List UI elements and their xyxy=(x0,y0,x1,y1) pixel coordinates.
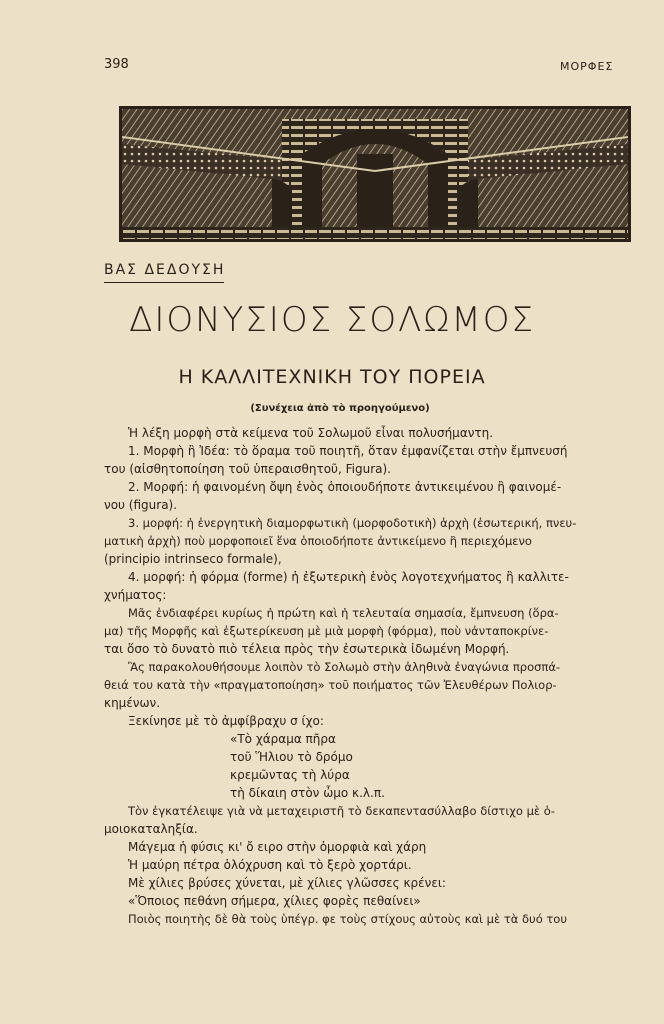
body-line: θειά του κατὰ τὴν «πραγματοποίηση» τοῦ ποιήματος τῶν Ἐλευθέρων Πολιορ- xyxy=(104,678,557,692)
continuation-note: (Συνέχεια ἀπὸ τὸ προηγούμενο) xyxy=(250,403,430,414)
body-line: χνήματος: xyxy=(104,588,167,602)
verse-line: κρεμῶντας τὴ λύρα xyxy=(230,768,350,782)
body-line: 1. Μορφὴ ἢ Ἰδέα: τὸ ὅραμα τοῦ ποιητῆ, ὅταν ἐμφανίζεται στὴν ἔμπνευσή xyxy=(128,444,568,458)
body-line: (principio intrinseco formale), xyxy=(104,552,282,566)
body-line: ται ὅσο τὸ δυνατὸ πιὸ τέλεια πρὸς τὴν ἐσωτερικὰ ἰδωμένη Μορφή. xyxy=(104,642,510,656)
journal-running-head: ΜΟΡΦΕΣ xyxy=(560,60,614,73)
article-subtitle: Η ΚΑΛΛΙΤΕΧΝΙΚΗ ΤΟΥ ΠΟΡΕΙΑ xyxy=(178,366,486,388)
author-underline xyxy=(104,282,224,283)
body-line: μα) τῆς Μορφῆς καὶ ἐξωτερίκευση μὲ μιὰ μορφὴ (φόρμα), ποὺ νἀνταποκρίνε- xyxy=(104,624,549,638)
verse-line: Ἡ μαύρη πέτρα ὁλόχρυση καὶ τὸ ξερὸ χορτάρι. xyxy=(128,858,412,872)
author-name: ΒΑΣ ΔΕΔΟΥΣΗ xyxy=(104,262,226,278)
verse-line: τοῦ Ἥλιου τὸ δρόμο xyxy=(230,750,353,764)
body-line: Μᾶς ἐνδιαφέρει κυρίως ἡ πρώτη καὶ ἡ τελευταία σημασία, ἔμπνευση (ὅρα- xyxy=(128,606,559,620)
body-line: Ἂς παρακολουθήσουμε λοιπὸν τὸ Σολωμὸ στὴν ἀληθινὰ ἐναγώνια προσπά- xyxy=(128,660,561,674)
body-line: κημένων. xyxy=(104,696,161,710)
body-line: 2. Μορφή: ἡ φαινομένη ὄψη ἑνὸς ὁποιουδήποτε ἀντικειμένου ἢ φαινομέ- xyxy=(128,480,562,494)
body-line: μοιοκαταληξία. xyxy=(104,822,198,836)
body-line: 3. μορφή: ἡ ἐνεργητικὴ διαμορφωτικὴ (μορφοδοτικὴ) ἀρχὴ (ἐσωτερική, πνευ- xyxy=(128,516,577,530)
body-line: Ἡ λέξη μορφὴ στὰ κείμενα τοῦ Σολωμοῦ εἶναι πολυσήμαντη. xyxy=(128,426,494,440)
page-number: 398 xyxy=(104,57,129,72)
body-line: του (αἰσθητοποίηση τοῦ ὑπεραισθητοῦ, Figura). xyxy=(104,462,391,476)
article-body xyxy=(104,424,644,928)
verse-line: Μάγεμα ἡ φύσις κι' ὄ ειρο στὴν ὀμορφιὰ καὶ χάρη xyxy=(128,840,427,854)
body-line: νου (figura). xyxy=(104,498,178,512)
verse-line: Μὲ χίλιες βρύσες χύνεται, μὲ χίλιες γλῶσσες κρένει: xyxy=(128,876,446,890)
verse-line: τὴ δίκαιη στὸν ὦμο κ.λ.π. xyxy=(230,786,385,800)
article-title: ΔΙΟΝΥΣΙΟΣ ΣΟΛΩΜΟΣ xyxy=(129,300,535,340)
body-line: Τὸν ἐγκατέλειψε γιὰ νὰ μεταχειριστῆ τὸ δεκαπεντασύλλαβο δίστιχο μὲ ὁ- xyxy=(128,804,555,818)
body-line: 4. μορφή: ἡ φόρμα (forme) ἡ ἐξωτερικὴ ἑνὸς λογοτεχνήματος ἢ καλλιτε- xyxy=(128,570,569,584)
woodcut-illustration xyxy=(119,106,631,242)
body-line: Ποιὸς ποιητὴς δὲ θὰ τοὺς ὑπέγρ. φε τοὺς στίχους αὐτοὺς καὶ μὲ τὰ δυό του xyxy=(128,912,567,926)
body-line: ματικὴ ἀρχὴ) ποὺ μορφοποιεῖ ἕνα ὁποιοδήποτε ἀντικείμενο ἢ περιεχόμενο xyxy=(104,534,532,548)
body-line: Ξεκίνησε μὲ τὸ ἀμφίβραχυ σ ίχο: xyxy=(128,714,324,728)
verse-line: «Τὸ χάραμα πῆρα xyxy=(230,732,336,746)
verse-line: «Ὅποιος πεθάνη σήμερα, χίλιες φορὲς πεθαίνει» xyxy=(128,894,421,908)
